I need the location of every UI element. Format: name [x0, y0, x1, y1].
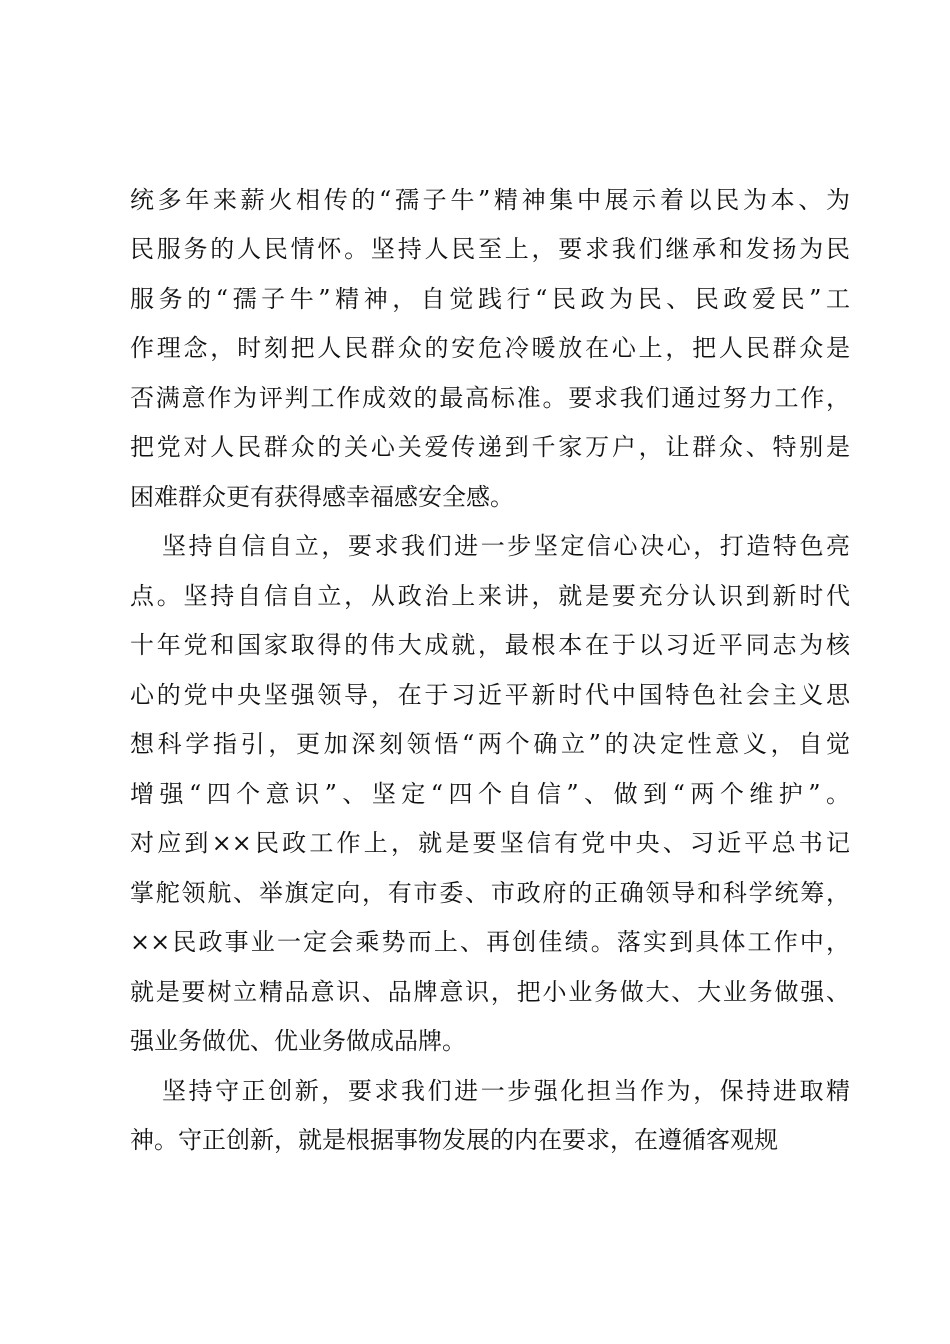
text-line: 否满意作为评判工作成效的最高标准。要求我们通过努力工作， [130, 384, 850, 412]
text-line: 掌舵领航、举旗定向，有市委、市政府的正确领导和科学统筹， [130, 879, 850, 907]
text-line: 心的党中央坚强领导，在于习近平新时代中国特色社会主义思 [130, 681, 850, 709]
text-line: 民服务的人民情怀。坚持人民至上，要求我们继承和发扬为民 [130, 235, 850, 263]
text-line: 服务的“孺子牛”精神，自觉践行“民政为民、民政爱民”工 [130, 285, 850, 313]
text-line: 想科学指引，更加深刻领悟“两个确立”的决定性意义，自觉 [130, 730, 850, 758]
text-line: 对应到××民政工作上，就是要坚信有党中央、习近平总书记 [130, 829, 850, 857]
text-line: 神。守正创新，就是根据事物发展的内在要求，在遵循客观规 [130, 1126, 778, 1154]
text-line: 十年党和国家取得的伟大成就，最根本在于以习近平同志为核 [130, 631, 850, 659]
text-line: 困难群众更有获得感幸福感安全感。 [130, 483, 514, 511]
text-line: 作理念，时刻把人民群众的安危冷暖放在心上，把人民群众是 [130, 334, 850, 362]
text-line: 强业务做优、优业务做成品牌。 [130, 1027, 466, 1055]
text-line: 点。坚持自信自立，从政治上来讲，就是要充分认识到新时代 [130, 582, 850, 610]
text-line: 坚持自信自立，要求我们进一步坚定信心决心，打造特色亮 [162, 532, 850, 560]
text-line: 就是要树立精品意识、品牌意识，把小业务做大、大业务做强、 [130, 978, 850, 1006]
text-line: 增强“四个意识”、坚定“四个自信”、做到“两个维护”。 [130, 780, 850, 808]
text-line: ××民政事业一定会乘势而上、再创佳绩。落实到具体工作中， [130, 928, 850, 956]
text-line: 统多年来薪火相传的“孺子牛”精神集中展示着以民为本、为 [130, 186, 850, 214]
text-line: 坚持守正创新，要求我们进一步强化担当作为，保持进取精 [162, 1077, 850, 1105]
text-line: 把党对人民群众的关心关爱传递到千家万户，让群众、特别是 [130, 433, 850, 461]
